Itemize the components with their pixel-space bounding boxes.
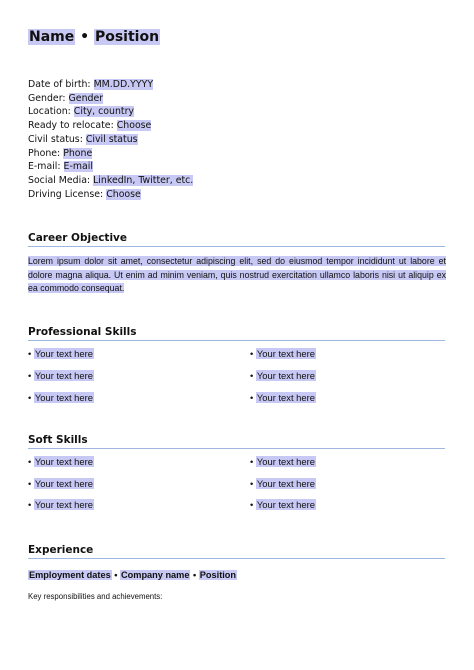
bullet: •: [28, 456, 32, 467]
bullet: •: [28, 478, 32, 489]
info-label: Civil status:: [28, 133, 83, 145]
bullet: •: [28, 348, 32, 359]
info-row-location: [28, 105, 193, 119]
skill-text-field[interactable]: Your text here: [256, 499, 315, 510]
title-separator: •: [80, 29, 90, 45]
soft-skill-item: [250, 456, 316, 468]
career-objective-field[interactable]: Lorem ipsum dolor sit amet, consectetur adipiscing elit, sed do eiusmod tempor incididunt ut labore et dolore magna aliqua. Ut enim ad minim veniam, quis nostrud exercitation ullamco laboris nisi ut aliquip ex ea commodo consequat.: [28, 256, 446, 294]
bullet: •: [250, 499, 254, 510]
info-row-phone: [28, 147, 193, 161]
date-of-birth-field[interactable]: MM.DD.YYYY: [93, 79, 154, 90]
professional-skill-item: [28, 392, 94, 404]
info-row-social-media: [28, 174, 193, 188]
professional-skill-item: [250, 392, 316, 404]
section-divider: [28, 448, 445, 449]
email-field[interactable]: E-mail: [63, 161, 93, 173]
info-label: Ready to relocate:: [28, 120, 114, 132]
info-label: E-mail:: [28, 161, 61, 173]
info-label: Driving License:: [28, 188, 104, 200]
professional-skill-item: [250, 370, 316, 382]
phone-field[interactable]: Phone: [63, 147, 93, 159]
skill-text-field[interactable]: Your text here: [34, 499, 93, 510]
job-header: [28, 569, 237, 581]
personal-info: [28, 78, 193, 201]
skill-text-field[interactable]: Your text here: [256, 348, 315, 359]
professional-skill-item: [28, 370, 94, 382]
professional-skills-heading: Professional Skills: [28, 326, 137, 338]
resume-title: [28, 28, 160, 47]
bullet: •: [28, 370, 32, 381]
job-separator: •: [193, 570, 197, 580]
skill-text-field[interactable]: Your text here: [256, 478, 315, 489]
soft-skill-item: [250, 499, 316, 511]
skill-text-field[interactable]: Your text here: [256, 456, 315, 467]
gender-field[interactable]: Gender: [68, 92, 104, 104]
skill-text-field[interactable]: Your text here: [34, 456, 93, 467]
civil-status-field[interactable]: Civil status: [85, 133, 138, 145]
info-row-civil-status: [28, 133, 193, 147]
bullet: •: [250, 370, 254, 381]
career-objective-heading: Career Objective: [28, 232, 128, 244]
section-divider: [28, 558, 445, 559]
location-field[interactable]: City, country: [73, 106, 134, 118]
bullet: •: [250, 348, 254, 359]
experience-heading: Experience: [28, 544, 94, 556]
employment-dates-field[interactable]: Employment dates: [29, 570, 111, 580]
bullet: •: [28, 499, 32, 510]
soft-skill-item: [28, 478, 94, 490]
info-row-gender: [28, 92, 193, 106]
bullet: •: [250, 456, 254, 467]
soft-skill-item: [28, 499, 94, 511]
info-row-relocate: [28, 119, 193, 133]
skill-text-field[interactable]: Your text here: [34, 370, 93, 381]
info-row-date-of-birth: [28, 78, 193, 92]
skill-text-field[interactable]: Your text here: [256, 392, 315, 403]
soft-skill-item: [250, 478, 316, 490]
relocate-choice[interactable]: Choose: [116, 120, 152, 132]
bullet: •: [250, 478, 254, 489]
job-position-field[interactable]: Position: [199, 570, 237, 580]
info-label: Phone:: [28, 147, 61, 159]
section-divider: [28, 246, 445, 247]
skill-text-field[interactable]: Your text here: [34, 392, 93, 403]
bullet: •: [28, 392, 32, 403]
professional-skill-item: [250, 348, 316, 360]
soft-skills-heading: Soft Skills: [28, 434, 88, 446]
skill-text-field[interactable]: Your text here: [34, 348, 93, 359]
info-label: Social Media:: [28, 174, 91, 186]
section-divider: [28, 340, 445, 341]
info-label: Date of birth:: [28, 79, 91, 90]
responsibilities-label: Key responsibilities and achievements:: [28, 592, 163, 601]
bullet: •: [250, 392, 254, 403]
info-row-email: [28, 160, 193, 174]
professional-skill-item: [28, 348, 94, 360]
skill-text-field[interactable]: Your text here: [34, 478, 93, 489]
info-row-driving-license: [28, 188, 193, 202]
driving-license-choice[interactable]: Choose: [106, 188, 141, 200]
info-label: Location:: [28, 106, 71, 118]
job-separator: •: [114, 570, 118, 580]
info-label: Gender:: [28, 92, 66, 104]
company-name-field[interactable]: Company name: [121, 570, 190, 580]
soft-skill-item: [28, 456, 94, 468]
skill-text-field[interactable]: Your text here: [256, 370, 315, 381]
career-objective-text[interactable]: [28, 255, 446, 296]
position-field[interactable]: Position: [94, 29, 160, 45]
name-field[interactable]: Name: [29, 29, 75, 45]
social-media-field[interactable]: LinkedIn, Twitter, etc.: [93, 174, 194, 186]
